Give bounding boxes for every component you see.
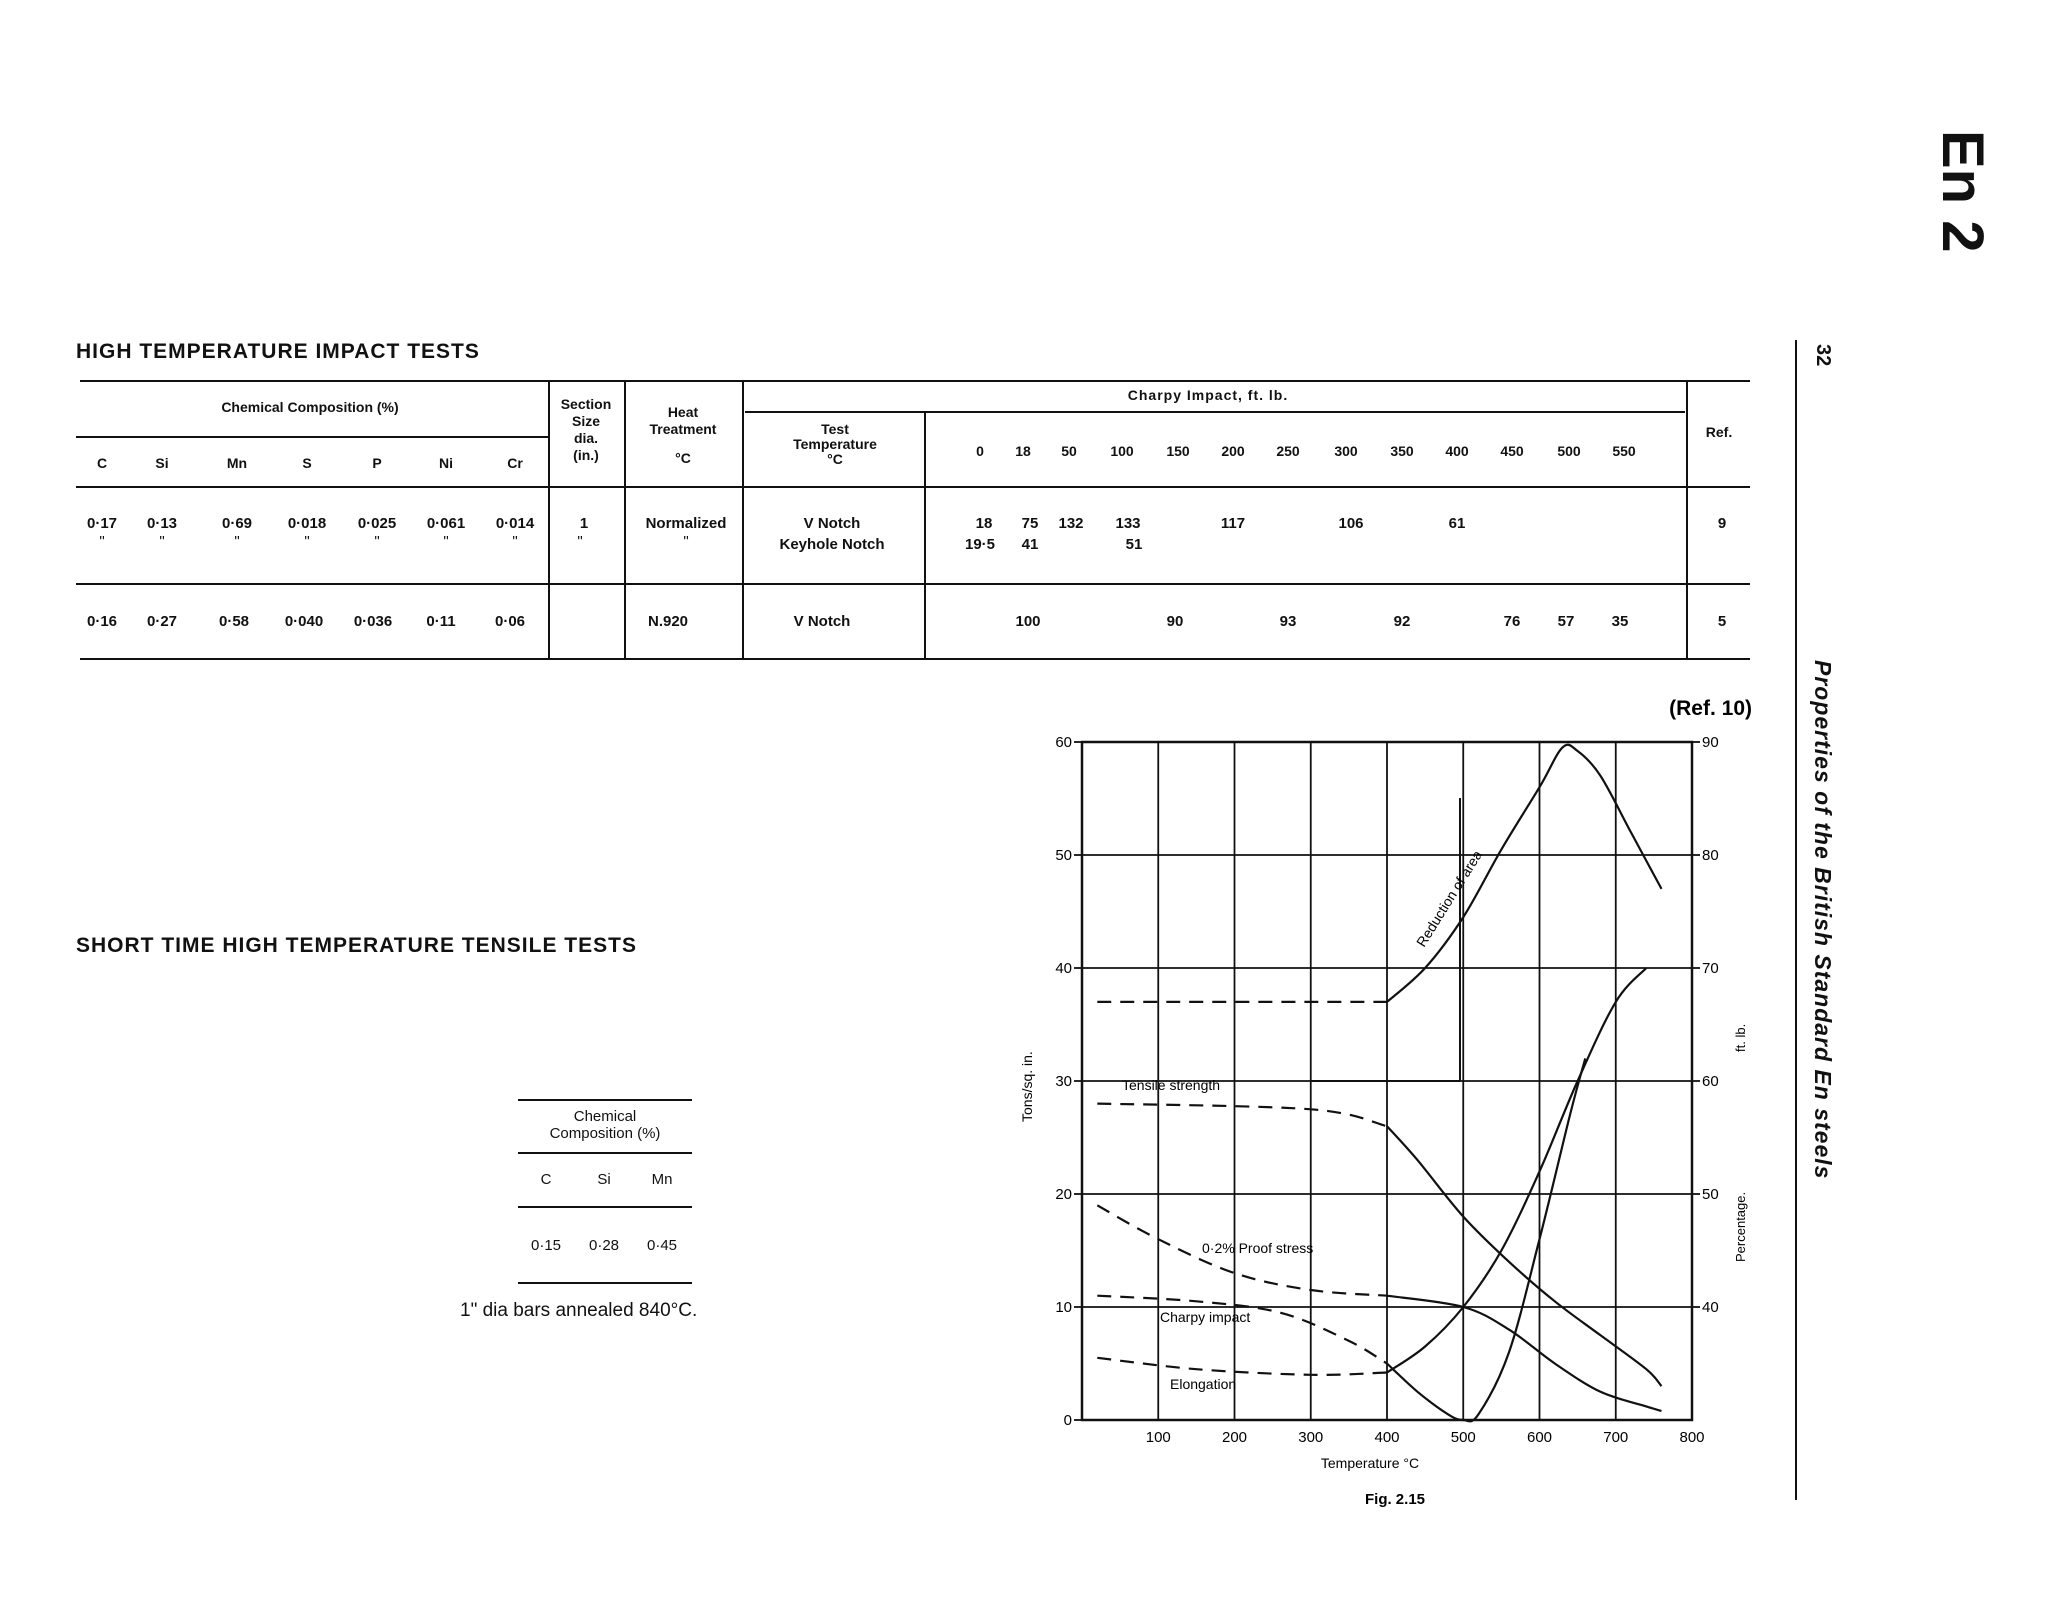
element-header: Mn [651,1171,673,1188]
page-number: 32 [1812,344,1834,367]
table-cell: 0·11 [426,613,456,630]
impact-value: 41 [1021,536,1039,553]
temp-header: 50 [1061,443,1077,459]
impact-value: 19·5 [964,536,996,553]
table-cell: 0·58 [218,613,250,630]
temp-header: 300 [1334,443,1358,459]
ditto-mark: " [512,533,518,550]
x-tick-label: 500 [1450,1429,1476,1446]
y-right-tick-label: 70 [1702,960,1719,977]
series-line-elongation [1387,968,1646,1373]
table-cell: 0·06 [494,613,526,630]
heat-treatment-header: Heat Treatment °C [649,404,717,466]
table-rule [76,486,1750,488]
y-right-tick-label: 90 [1702,734,1719,751]
notch-type: Keyhole Notch [779,536,885,553]
element-header: C [540,1171,552,1188]
y-left-tick-label: 10 [1055,1299,1072,1316]
section-size-header: Section Size dia. (in.) [560,396,612,463]
series-line-tensile-strength-dashed [1097,1104,1387,1127]
x-axis-label: Temperature °C [1320,1455,1420,1471]
y-left-label: Tons/sq. in. [1019,1051,1035,1122]
notch-type: V Notch [793,613,851,630]
ditto-mark: " [159,533,165,550]
table-cell: 0·27 [146,613,178,630]
ref-header: Ref. [1705,424,1733,440]
ref-value: 5 [1717,613,1727,630]
series-label-proof-stress: 0·2% Proof stress [1202,1240,1314,1256]
ditto-mark: " [304,533,310,550]
inset-step-line [1310,798,1460,1081]
y-left-tick-label: 40 [1055,960,1072,977]
impact-value: 133 [1115,515,1141,532]
impact-value: 61 [1448,515,1466,532]
y-left-tick-label: 50 [1055,847,1072,864]
x-tick-label: 400 [1374,1429,1400,1446]
y-right-tick-label: 40 [1702,1299,1719,1316]
heat-treatment: Normalized [645,515,727,532]
temp-header: 400 [1445,443,1469,459]
table-cell: 0·061 [426,515,466,532]
impact-value: 100 [1015,613,1041,630]
impact-value: 90 [1166,613,1184,630]
table-cell: 0·040 [284,613,324,630]
x-tick-label: 700 [1603,1429,1629,1446]
table-cell: 0·15 [530,1237,562,1254]
table-rule [80,380,1750,382]
y-right-bottom-label: Percentage. [1733,1191,1748,1262]
heat-treatment: N.920 [647,613,689,630]
chart-ref: (Ref. 10) [1669,697,1752,720]
impact-value: 92 [1393,613,1411,630]
table-rule [518,1206,692,1208]
table-cell: 0·13 [146,515,178,532]
chart-grid [1082,742,1692,1420]
y-right-tick-label: 80 [1702,847,1719,864]
temp-header: 350 [1390,443,1414,459]
element-header: P [372,455,382,471]
y-right-tick-label: 50 [1702,1186,1719,1203]
impact-value: 76 [1503,613,1521,630]
series-label-reduction-of-area: Reduction of area [1412,847,1486,950]
table-rule [518,1152,692,1154]
impact-value: 93 [1279,613,1297,630]
section-size: 1 [579,515,589,532]
table-cell: 0·28 [588,1237,620,1254]
x-tick-label: 800 [1679,1429,1705,1446]
element-header: Ni [439,455,453,471]
table-rule [80,658,1750,660]
table-cell: 0·018 [287,515,327,532]
series-line-elongation-dashed [1097,1358,1387,1375]
impact-value: 106 [1338,515,1364,532]
temp-header: 250 [1276,443,1300,459]
notch-type: V Notch [803,515,861,532]
series-line-charpy-impact [1387,1058,1585,1421]
temp-header: 18 [1015,443,1031,459]
y-left-tick-label: 20 [1055,1186,1072,1203]
element-header: Cr [507,455,523,471]
y-left-tick-label: 0 [1063,1412,1072,1429]
ditto-mark: " [99,533,105,550]
impact-value: 35 [1611,613,1629,630]
series-label-tensile-strength: Tensile strength [1122,1077,1221,1093]
series-line-reduction-of-area [1387,745,1662,1002]
y-left-tick-label: 60 [1055,734,1072,751]
table-cell: 0·036 [353,613,393,630]
table-cell: 0·69 [221,515,253,532]
impact-value: 51 [1125,536,1143,553]
figure-caption: Fig. 2.15 [1364,1491,1426,1508]
series-line-0-2-proof-stress-dashed [1097,1205,1387,1295]
chem-header: Chemical Composition (%) [549,1108,661,1142]
table-rule [518,1099,692,1101]
margin-rule [1795,340,1797,1500]
tensile-note: 1" dia bars annealed 840°C. [460,1300,698,1321]
series-label-elongation: Elongation [1170,1376,1237,1392]
table-cell: 0·45 [646,1237,678,1254]
element-header: S [302,455,312,471]
series-label-charpy-impact: Charpy impact [1160,1309,1251,1325]
table-cell: 0·014 [495,515,535,532]
table-cell: 0·025 [357,515,397,532]
chem-header: Chemical Composition (%) [221,399,399,415]
section-code-text: En 2 [1930,130,1995,253]
tensile-title: SHORT TIME HIGH TEMPERATURE TENSILE TESTS [76,934,637,957]
table-cell: 0·17 [86,515,118,532]
chart-ticks [1055,734,1718,1446]
temp-header: 0 [976,443,984,459]
temp-header: 100 [1110,443,1134,459]
table-rule [518,1282,692,1284]
table-vrule [924,411,926,658]
table-vrule [1686,382,1688,658]
section-code [1884,130,2014,253]
temp-header: 450 [1500,443,1524,459]
element-header: C [96,455,108,471]
x-tick-label: 300 [1298,1429,1324,1446]
ditto-mark: " [374,533,380,550]
element-header: Mn [226,455,248,471]
impact-value: 75 [1021,515,1039,532]
element-header: Si [155,455,169,471]
table-vrule [624,382,626,658]
impact-value: 117 [1220,515,1246,532]
x-tick-label: 600 [1526,1429,1553,1446]
temp-header: 200 [1221,443,1245,459]
ref-value: 9 [1717,515,1727,532]
impact-title: HIGH TEMPERATURE IMPACT TESTS [76,340,480,363]
temp-header: 150 [1166,443,1190,459]
impact-value: 18 [975,515,993,532]
y-right-top-label: ft. lb. [1733,1023,1748,1052]
chart-series [1097,745,1661,1422]
ditto-mark: " [577,533,583,550]
x-tick-label: 100 [1145,1429,1171,1446]
series-line-charpy-impact-dashed [1097,1296,1387,1364]
ditto-mark: " [683,533,689,550]
element-header: Si [597,1171,611,1188]
x-tick-label: 200 [1221,1429,1248,1446]
y-left-tick-label: 30 [1055,1073,1072,1090]
table-vrule [742,382,744,658]
temp-header: 500 [1557,443,1581,459]
ditto-mark: " [443,533,449,550]
table-vrule [548,382,550,658]
table-rule [745,411,1685,413]
charpy-header: Charpy Impact, ft. lb. [1127,387,1289,403]
test-temperature-header: Test Temperature °C [793,421,877,467]
ditto-mark: " [234,533,240,550]
table-cell: 0·16 [86,613,118,630]
impact-value: 132 [1058,515,1084,532]
running-title: Properties of the British Standard En steels [1810,660,1836,1180]
temp-header: 550 [1612,443,1636,459]
table-rule [76,583,1750,585]
series-line-0-2-proof-stress [1387,1296,1662,1411]
plot-frame [1082,742,1692,1420]
series-line-tensile-strength [1387,1126,1662,1386]
impact-value: 57 [1557,613,1575,630]
y-right-tick-label: 60 [1702,1073,1719,1090]
table-rule [76,436,548,438]
